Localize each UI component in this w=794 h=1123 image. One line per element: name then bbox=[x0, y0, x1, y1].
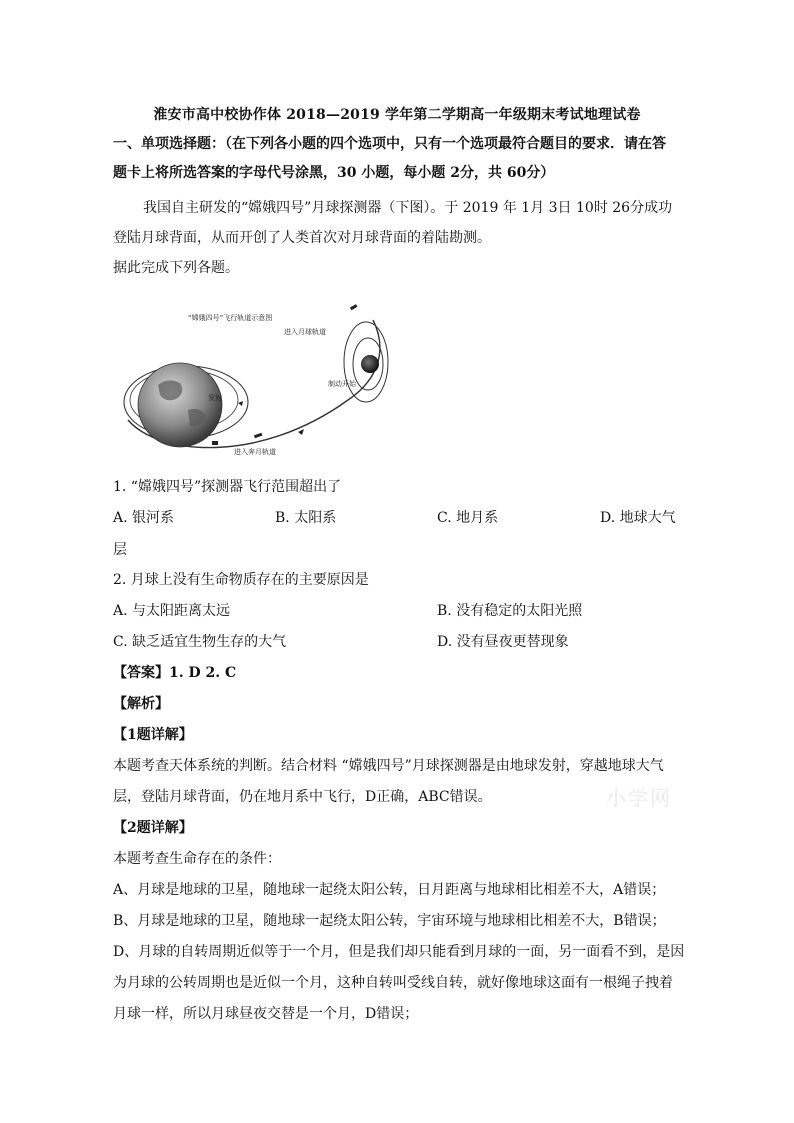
q2-option-b: B. 没有稳定的太阳光照 bbox=[437, 603, 583, 619]
q2-option-d: D. 没有昼夜更替现象 bbox=[437, 634, 569, 650]
label-enter-moon-orbit: 进入月球轨道 bbox=[284, 328, 326, 336]
question-2-stem: 2. 月球上没有生命物质存在的主要原因是 bbox=[113, 572, 369, 588]
probe-icon bbox=[254, 433, 263, 439]
q1-detail-label: 【1题详解】 bbox=[113, 727, 193, 743]
q1-option-b: B. 太阳系 bbox=[275, 510, 337, 526]
label-enter-transfer-orbit: 进入奔月轨道 bbox=[234, 448, 276, 456]
q1-detail-line1: 本题考查天体系统的判断。结合材料 “嫦娥四号”月球探测器是由地球发射，穿越地球大气 bbox=[113, 758, 664, 774]
probe-icon bbox=[350, 304, 358, 310]
q2-option-a: A. 与太阳距离太远 bbox=[113, 603, 231, 619]
q1-option-d: D. 地球大气 bbox=[600, 510, 676, 526]
figure-caption: “嫦娥四号”飞行轨道示意图 bbox=[188, 314, 273, 322]
q2-detail-line4: D、月球的自转周期近似等于一个月，但是我们却只能看到月球的一面，另一面看不到，是因 bbox=[113, 944, 685, 960]
section-heading-line2: 题卡上将所选答案的字母代号涂黑，30 小题，每小题 2分，共 60分） bbox=[113, 165, 555, 181]
orbit-diagram bbox=[118, 290, 408, 462]
change4-orbit-figure bbox=[118, 290, 408, 462]
question-1-stem: 1. “嫦娥四号”探测器飞行范围超出了 bbox=[113, 479, 342, 495]
probe-icon bbox=[212, 441, 218, 445]
label-braking: 制动开始 bbox=[328, 380, 356, 388]
material-line1: 我国自主研发的“嫦娥四号”月球探测器（下图）。于 2019 年 1月 3日 10时 26分成功 bbox=[143, 200, 673, 216]
arrow-icon bbox=[298, 429, 304, 435]
q2-detail-label: 【2题详解】 bbox=[113, 820, 193, 836]
q1-option-a: A. 银河系 bbox=[113, 510, 175, 526]
q1-option-d-wrap: 层 bbox=[113, 542, 127, 558]
q2-detail-line2: A、月球是地球的卫星，随地球一起绕太阳公转，日月距离与地球相比相差不大，A错误； bbox=[113, 882, 666, 898]
q2-detail-line6: 月球一样，所以月球昼夜交替是一个月，D错误； bbox=[113, 1006, 419, 1022]
earth-globe bbox=[138, 363, 222, 447]
moon-globe bbox=[361, 355, 379, 373]
analysis-label: 【解析】 bbox=[113, 696, 169, 712]
answer-line: 【答案】1. D 2. C bbox=[113, 665, 237, 681]
material-line2: 登陆月球背面，从而开创了人类首次对月球背面的着陆勘测。 bbox=[113, 230, 491, 246]
q2-detail-line5: 为月球的公转周期也是近似一个月，这种自转叫受线自转，就好像地球这面有一根绳子拽着 bbox=[113, 975, 673, 991]
q2-option-c: C. 缺乏适宜生物生存的大气 bbox=[113, 634, 287, 650]
label-launch: 发射 bbox=[208, 394, 222, 402]
q1-detail-line2: 层，登陆月球背面，仍在地月系中飞行，D正确，ABC错误。 bbox=[113, 789, 492, 805]
arrow-icon bbox=[238, 401, 243, 406]
q2-detail-line1: 本题考查生命存在的条件： bbox=[113, 851, 281, 867]
q1-option-c: C. 地月系 bbox=[437, 510, 499, 526]
q2-detail-line3: B、月球是地球的卫星，随地球一起绕太阳公转，宇宙环境与地球相比相差不大，B错误； bbox=[113, 913, 666, 929]
watermark: 小学网 bbox=[606, 786, 672, 810]
material-line3: 据此完成下列各题。 bbox=[113, 260, 239, 276]
exam-title: 淮安市高中校协作体 2018—2019 学年第二学期高一年级期末考试地理试卷 bbox=[153, 107, 641, 123]
section-heading-line1: 一、单项选择题：（在下列各小题的四个选项中，只有一个选项最符合题目的要求．请在答 bbox=[113, 136, 666, 152]
